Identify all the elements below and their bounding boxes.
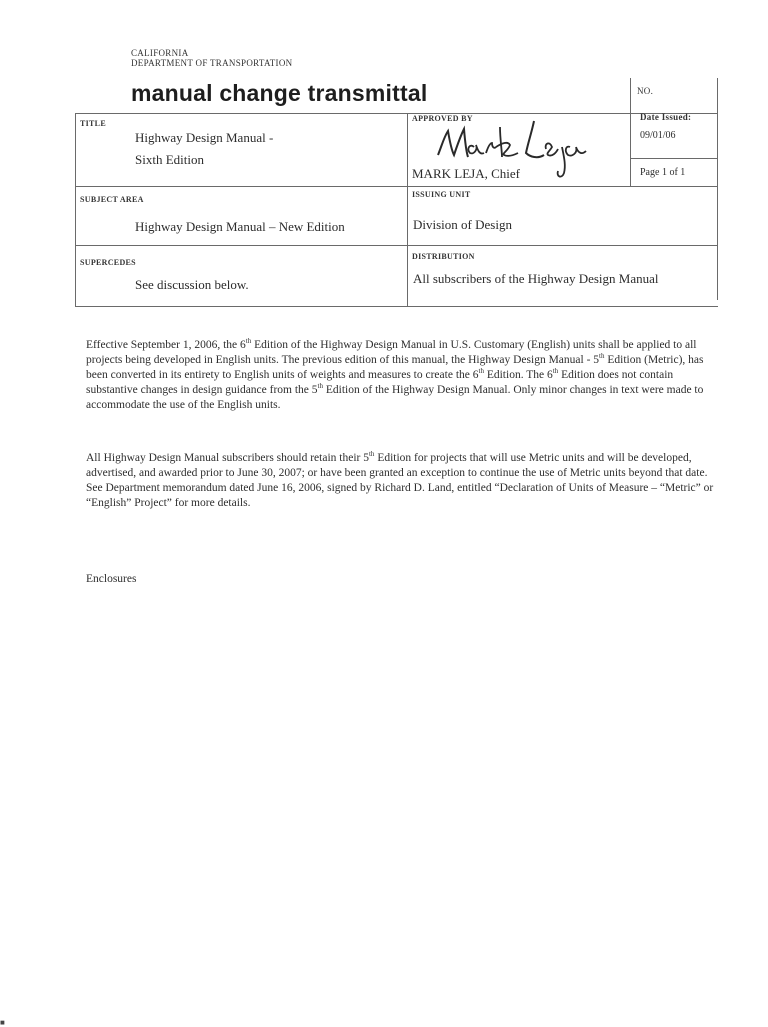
row-divider-1 — [75, 186, 718, 187]
form-left-border — [75, 113, 76, 307]
department-name: DEPARTMENT OF TRANSPORTATION — [131, 58, 293, 68]
row-divider-2 — [75, 245, 718, 246]
title-line-1: Highway Design Manual - — [135, 130, 274, 145]
document-title: manual change transmittal — [131, 80, 428, 106]
distribution-label: DISTRIBUTION — [412, 252, 475, 261]
column-divider — [407, 113, 408, 306]
subject-area-label: SUBJECT AREA — [80, 195, 144, 204]
scan-mark: ■ — [0, 1018, 5, 1027]
date-column-divider — [630, 78, 631, 186]
paragraph-subscribers: All Highway Design Manual subscribers should retain their 5th Edition for projects that will use Metric units and will be developed, advertised, and awarded prior to June 30, 2007; or have been granted an exception to continue the use of Metric units beyond that date. See Department memorandum dated June 16, 2006, signed by Richard D. Land, entitled “Declaration of Units of Measure – “Metric” or “English” Project” for more details. — [86, 450, 714, 509]
title-label: TITLE — [80, 119, 106, 128]
form-top-border — [75, 113, 718, 114]
number-label: NO. — [637, 86, 654, 96]
title-line-2: Sixth Edition — [135, 152, 204, 167]
form-right-border — [717, 78, 718, 300]
approver-name: MARK LEJA, Chief — [412, 166, 520, 181]
issuing-unit-value: Division of Design — [413, 217, 512, 232]
supercedes-label: SUPERCEDES — [80, 258, 136, 267]
subject-area-value: Highway Design Manual – New Edition — [135, 219, 345, 234]
form-bottom-border — [75, 306, 718, 307]
supercedes-value: See discussion below. — [135, 277, 249, 292]
agency-name: CALIFORNIA — [131, 48, 189, 58]
page-count: Page 1 of 1 — [640, 167, 686, 178]
date-issued-value: 09/01/06 — [640, 130, 676, 141]
approved-by-label: APPROVED BY — [412, 114, 473, 123]
enclosures-note: Enclosures — [86, 573, 137, 585]
date-row-divider — [630, 158, 718, 159]
date-issued-label: Date Issued: — [640, 112, 692, 122]
issuing-unit-label: ISSUING UNIT — [412, 190, 471, 199]
distribution-value: All subscribers of the Highway Design Manual — [413, 271, 659, 286]
paragraph-effective-date: Effective September 1, 2006, the 6th Edition of the Highway Design Manual in U.S. Customary (English) units shall be applied to all projects being developed in English units. The previous edition of this manual, the Highway Design Manual - 5th Edition (Metric), has been converted in its entirety to English units of weights and measures to create the 6th Edition. The 6th Edition does not contain substantive changes in design guidance from the 5th Edition of the Highway Design Manual. Only minor changes in text were made to accommodate the use of the English units. — [86, 337, 704, 411]
